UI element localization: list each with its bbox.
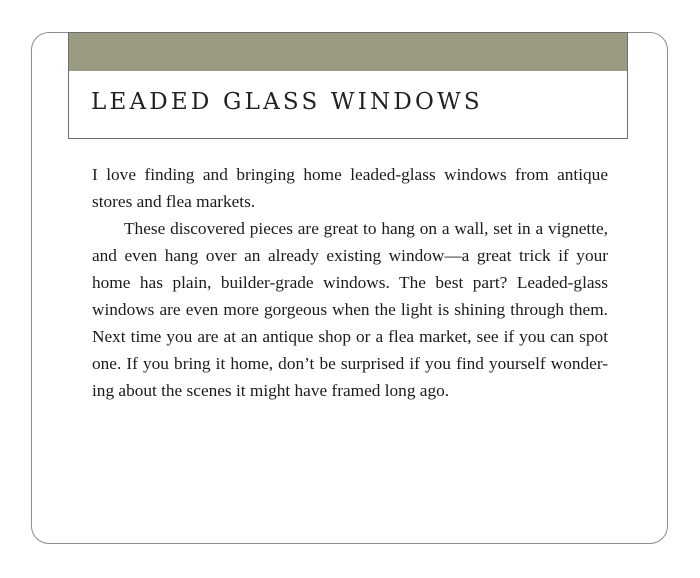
- paragraph-2: These discovered pieces are great to hang on a wall, set in a vignette, and even hang over an already existing window—a great trick if your home has plain, builder-grade windows. The best part? Leaded-glass windows are even more gorgeous when the light is shining through them. Next time you are at an antique shop or a flea market, see if you can spot one. If you bring it home, don’t be surprised if you find yourself wonder-ing about the scenes it might have framed long ago.: [92, 219, 608, 400]
- title-box: [68, 32, 628, 139]
- title-color-band: [69, 33, 627, 71]
- section-title: LEADED GLASS WINDOWS: [91, 89, 483, 115]
- paragraph-1: I love finding and bringing home leaded-glass windows from antique stores and flea markets.: [92, 165, 608, 211]
- body-text: [92, 161, 608, 404]
